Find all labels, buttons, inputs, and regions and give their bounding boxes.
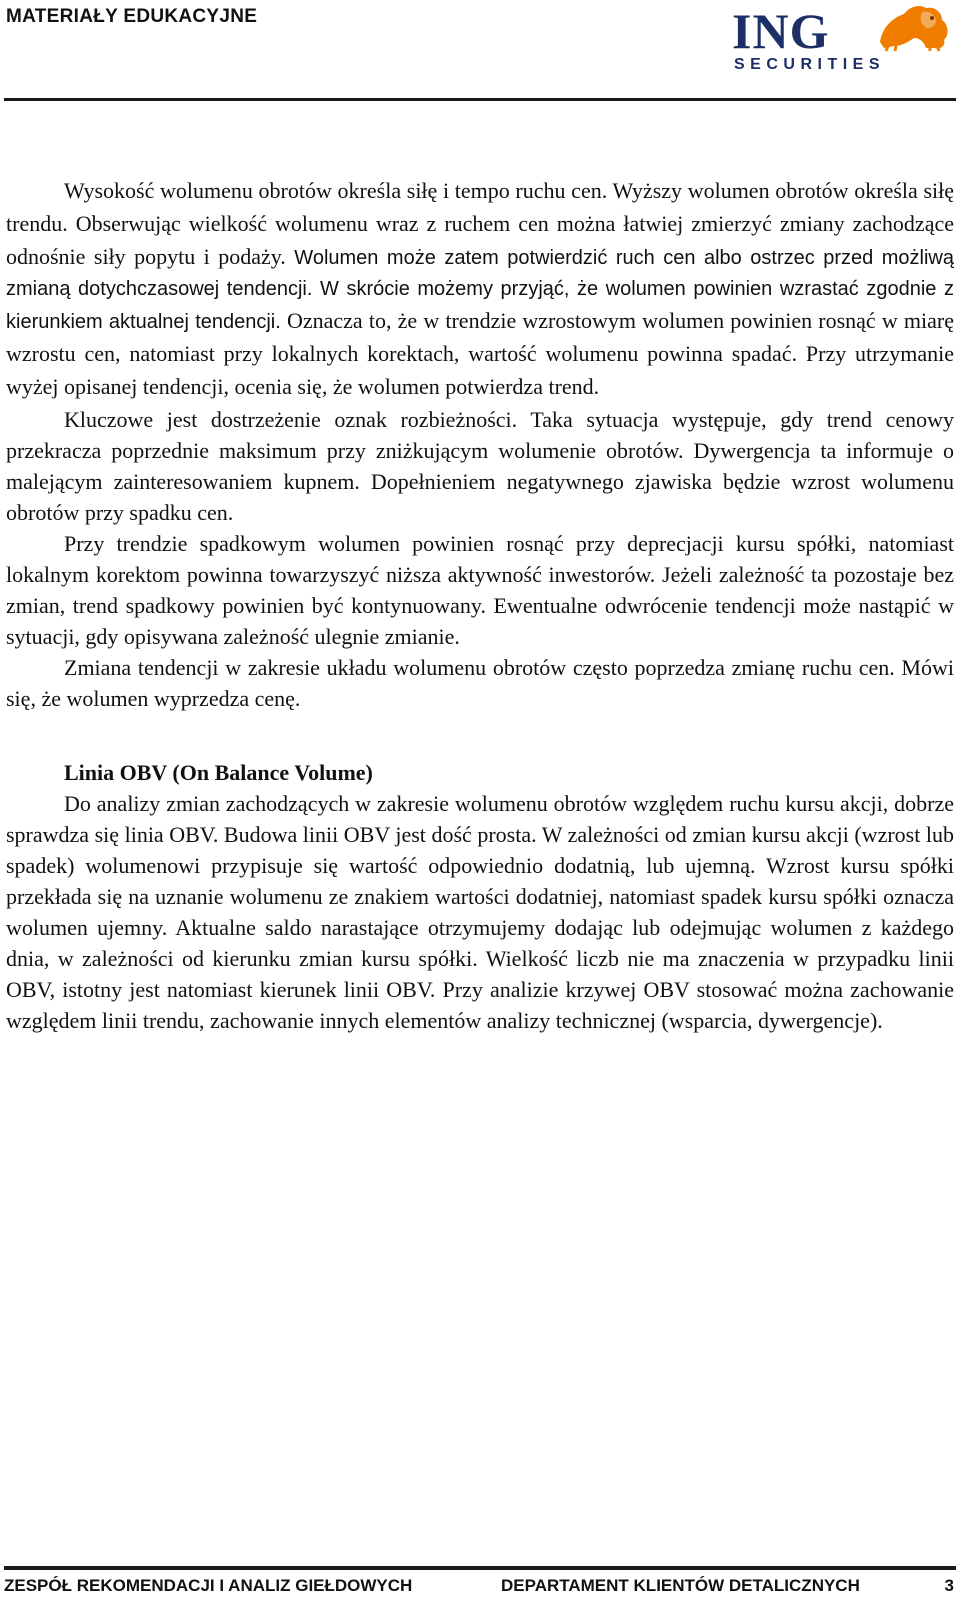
ing-securities-logo [732,2,954,78]
page-footer [4,1576,954,1598]
footer-team-label: ZESPÓŁ REKOMENDACJI I ANALIZ GIEŁDOWYCH [4,1576,413,1595]
paragraph-text: Oznacza to, że w trendzie wzrostowym wolumen powinien rosnąć w miarę wzrostu cen, natomiast przy lokalnych korektach, wartość wolumenu powinna spadać. Przy utrzymanie wyżej opisanej tendencji, ocenia się, że wolumen potwierdza trend. [6,308,954,399]
lion-icon [874,2,954,52]
paragraph-divergence: Kluczowe jest dostrzeżenie oznak rozbieżności. Taka sytuacja występuje, gdy trend cenowy przekracza poprzednie maksimum przy zniżkującym wolumenie obrotów. Dywergencja ta informuje o malejącym zainteresowaniem kupnem. Dopełnieniem negatywnego zjawiska będzie wzrost wolumenu obrotów przy spadku cen. [6,407,954,525]
header-divider [4,98,956,101]
section-heading-obv: Linia OBV (On Balance Volume) [64,760,373,785]
paragraph-obv: Do analizy zmian zachodzących w zakresie wolumenu obrotów względem ruchu kursu akcji, dobrze sprawdza się linia OBV. Budowa linii OBV jest dość prosta. W zależności od zmian kursu akcji (wzrost lub spadek) wolumenowi przypisuje się wartość odpowiednio dodatnią, lub ujemną. Wzrost kursu spółki przekłada się na uznanie wolumenu ze znakiem wartości dodatniej, natomiast spadek kursu spółki oznacza wolumen ujemny. Aktualne saldo narastające otrzymujemy dodając lub odejmując wolumen z każdego dnia, w zależności od kierunku zmian kursu spółki. Wielkość liczb nie ma znaczenia w przypadku linii OBV, istotny jest natomiast kierunek linii OBV. Przy analizie krzywej OBV stosować można zachowanie względem linii trendu, zachowanie innych elementów analizy technicznej (wsparcia, dywergencje). [6,791,954,1033]
paragraph-downtrend: Przy trendzie spadkowym wolumen powinien rosnąć przy deprecjacji kursu spółki, natomiast lokalnym korektom powinna towarzyszyć niższa aktywność inwestorów. Jeżeli zależność ta pozostaje bez zmian, trend spadkowy powinien być kontynuowany. Ewentualne odwrócenie tendencji może nastąpić w sytuacji, gdy opisywana zależność ulegnie zmianie. [6,531,954,649]
logo-brand-text: ING [732,3,830,59]
paragraph-text: Wysokość wolumenu obrotów określa siłę i tempo ruchu cen. Wyższy wolumen obrotów określa siłę trendu. Obserwując wielkość wolumenu wraz z ruchem cen można łatwiej zmierzyć zmiany zachodzące odnośnie siły popytu i podaży. [6,178,954,269]
paragraph-volume-intro [6,175,954,404]
page-number: 3 [944,1576,954,1595]
paragraph-trend-change: Zmiana tendencji w zakresie układu wolumenu obrotów często poprzedza zmianę ruchu cen. Mówi się, że wolumen wyprzedza cenę. [6,655,954,711]
footer-department-label: DEPARTAMENT KLIENTÓW DETALICZNYCH [501,1576,860,1595]
logo-subtitle: SECURITIES [734,56,886,73]
paragraph-text: Wolumen może zatem potwierdzić ruch cen albo ostrzec przed możliwą zmianą dotychczasowej tendencji. W skrócie możemy przyjąć, że wolumen powinien wzrastać zgodnie z kierunkiem aktualnej tendencji. [6,247,954,333]
document-category-label: MATERIAŁY EDUKACYJNE [6,6,258,27]
document-body [6,175,954,1036]
footer-divider [4,1566,956,1570]
